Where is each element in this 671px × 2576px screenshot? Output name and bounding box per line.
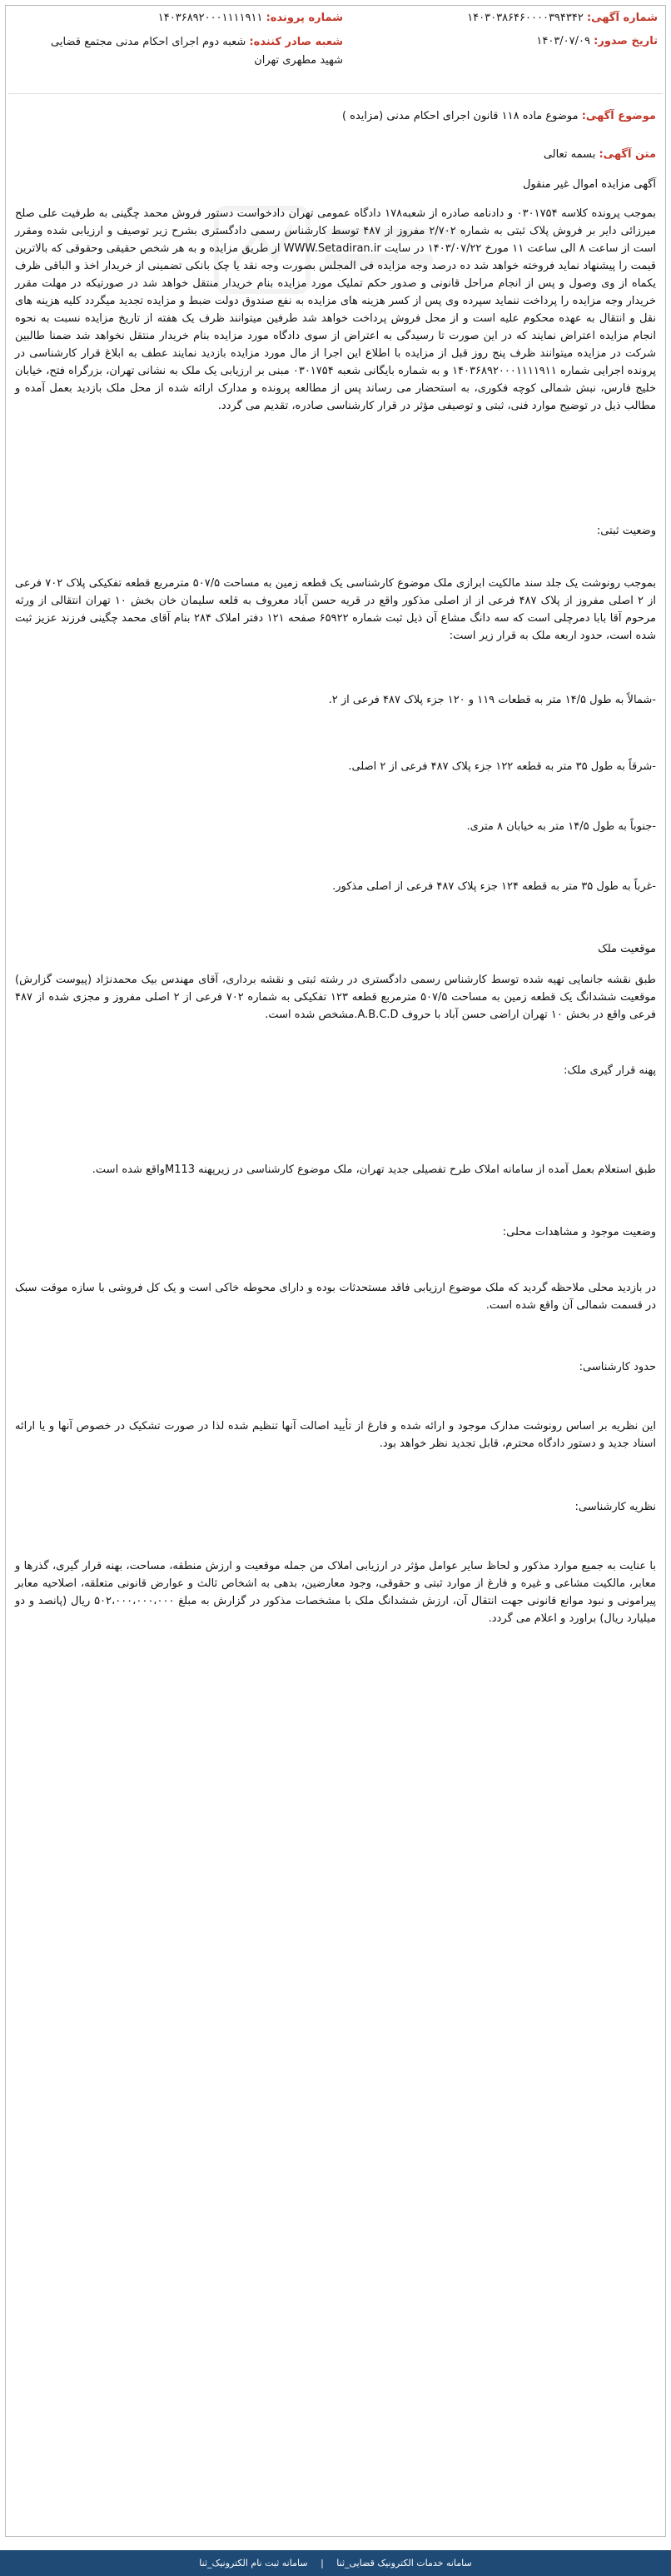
expert-opinion-paragraph: با عنایت به جمیع موارد مذکور و لحاظ سایر عوامل مؤثر در ارزیابی املاک من جمله موقعیت و ارزش منطقه، مساحت، بهنه قرار گیری، گذرها و معابر، مالکیت مشاعی و غیره و فارغ از موارد ثبتی و حقوقی، وجود معارضین، بدهی به اشخاص ثالث و عوارض قانونی متعلقه، اصلاحیه معابر پیرامونی و نبود موانع قانونی جهت انتقال آن، ارزش ششدانگ ملک با مشخصات مذکور در گزارش به مبلغ ۵۰۲،۰۰۰،۰۰۰،۰۰۰ ریال (پانصد و دو میلیارد ریال) براورد و اعلام می گردد.: [15, 1560, 656, 1625]
zoning-paragraph: طبق استعلام بعمل آمده از سامانه املاک طرح تفصیلی جدید تهران، ملک موضوع کارشناسی در زیرپهنه M113واقع شده است.: [92, 1163, 656, 1176]
issue-date-label: تاریخ صدور:: [594, 35, 658, 47]
main-paragraph: بموجب پرونده کلاسه ۰۳۰۱۷۵۴ و دادنامه صادره از شعبه۱۷۸ دادگاه عمومی تهران دادخواست دستور فروش محمد چگینی به طرفیت علی صلح میرزائی دایر بر فروش پلاک ثبتی به شماره ۲/۷۰۲ مفروز از ۴۸۷ توسط کارشناس رسمی دادگستری بشرح زیر توصیف و ارزیابی شده ومقرر است از ساعت ۸ الی ساعت ۱۱ مورخ ۱۴۰۳/۰۷/۲۲ در سایت WWW.Setadiran.ir از طریق مزایده و به هر شخص حقیقی وحقوقی که بالاترین قیمت را پیشنهاد نماید فروخته خواهد شد ده درصد وجه مزایده فی المجلس بصورت وجه نقد یا چک بانکی تضمینی از خریدار اخذ و الباقی ظرف یکماه از وی وصول و پس از انجام مراحل قانونی و صدور حکم تملیک مورد مزایده بنام خریدار منتقل خواهد شد در صورتیکه در مهلت مقرر خریدار وجه مزایده را پرداخت ننماید سپرده وی پس از کسر هزینه های مزایده به نفع صندوق دولت ضبط و مزایده تجدید میگردد کلیه هزینه های نقل و انتقال به عهده محکوم علیه است و از محل فروش پرداخت خواهد شد طرفین میتوانند ظرف یک هفته از تاریخ مزایده نسبت به نحوه انجام مزایده اعتراض نمایند که در این صورت تا رسیدگی به اعتراض از سوی دادگاه مورد مزایده بنام خریدار منتقل نخواهد شد ضمنا طالبین شرکت در مزایده میتوانند ظرف پنج روز قبل از مزایده با اطلاع این اجرا از مال مورد مزایده بازدید نمایند عطف به ابلاغ قرار کارشناسی در پرونده اجرایی شماره ۱۴۰۳۶۸۹۲۰۰۰۱۱۱۱۹۱۱ و به شماره بایگانی شعبه ۰۳۰۱۷۵۴ مبنی بر ارزیابی یک ملک به نشانی تهران، بزرگراه فتح، خیابان خلیج فارس، نبش شمالی کوچه فکوری، به استحضار می رساند پس از مطالعه پرونده و مدارک ارائه شده از محل ملک بازدید بعمل آمده و مطالب ذیل در توضیح موارد فنی، ثبتی و توصیفی مؤثر در قرار کارشناسی صادره، تقدیم می گردد.: [15, 207, 657, 412]
issuing-branch-label: شعبه صادر کننده:: [249, 36, 343, 48]
registration-paragraph: بموجب رونوشت یک جلد سند مالکیت ابرازی ملک موضوع کارشناسی یک قطعه زمین به مساحت ۵۰۷/۵ مترمربع قطعه تفکیکی پلاک ۷۰۲ فرعی از ۲ اصلی مفروز از پلاک ۴۸۷ فرعی از از اصلی مذکور واقع در قریه حسن آباد معروف به قلعه سلیمان خان بخش ۱۰ تهران انتقالی از ورثه مرحوم آقا بابا دمرچلی است که سه دانگ مشاع آن ذیل ثبت شماره ۶۵۹۲۲ صفحه ۱۲۱ دفتر املاک ۲۸۴ بنام آقای محمد چگینی فرزند عزیز ثبت شده است، حدود اربعه ملک به قرار زیر است:: [15, 577, 657, 642]
header-divider: [8, 93, 663, 94]
subject-text: موضوع ماده ۱۱۸ قانون اجرای احکام مدنی (مزایده ): [341, 110, 579, 122]
boundary-north: -شمالاً به طول ۱۴/۵ متر به قطعات ۱۱۹ و ۱۲۰ جزء پلاک ۴۸۷ فرعی از ۲.: [328, 694, 656, 706]
issuing-branch-row: [27, 33, 343, 70]
ad-number-label: شماره آگهی:: [586, 12, 658, 24]
zoning-heading: پهنه قرار گیری ملک:: [564, 1064, 656, 1077]
expert-scope-paragraph: این نظریه بر اساس رونوشت مدارک موجود و ارائه شده و فارغ از تأیید اصالت آنها تنظیم شده لذا در صورت تشکیک در خصوص آنها و یا ارائه اسناد جدید و دستور دادگاه محترم، قابل تجدید نظر خواهد بود.: [15, 1420, 656, 1450]
intro-label: متن آگهی:: [599, 148, 656, 161]
footer-separator: |: [321, 2558, 324, 2569]
boundary-east: -شرقاً به طول ۳۵ متر به قطعه ۱۲۲ جزء پلاک ۴۸۷ فرعی از ۲ اصلی.: [348, 760, 656, 773]
footer-bar: [0, 2550, 671, 2576]
subject-label: موضوع آگهی:: [581, 110, 656, 122]
registration-heading: وضعیت ثبتی:: [596, 525, 656, 537]
boundary-west: -غرباً به طول ۳۵ متر به قطعه ۱۲۴ جزء پلاک ۴۸۷ فرعی از اصلی مذکور.: [332, 880, 656, 893]
expert-scope-heading: حدود کارشناسی:: [579, 1361, 656, 1373]
footer-link-sana-registration[interactable]: سامانه ثبت نام الکترونیک_ثنا: [199, 2558, 308, 2569]
location-heading: موقعیت ملک: [598, 943, 656, 955]
case-number-label: شماره پرونده:: [266, 12, 343, 24]
status-paragraph: در بازدید محلی ملاحظه گردید که ملک موضوع ارزیابی فاقد مستحدثات بوده و دارای محوطه خاکی است و یک کل فروشی با سازه موقت سبک در قسمت شمالی آن واقع شده است.: [15, 1282, 656, 1312]
notice-title: آگهی مزایده اموال غیر منقول: [522, 178, 656, 191]
issuing-branch: شعبه دوم اجرای احکام مدنی مجتمع قضایی شهید مطهری تهران: [51, 36, 343, 67]
subject-row: [15, 108, 656, 125]
issue-date: ۱۴۰۳/۰۷/۰۹: [536, 35, 590, 47]
intro-text: بسمه تعالی: [543, 148, 596, 161]
intro-row: [544, 147, 656, 163]
footer-link-sana-services[interactable]: سامانه خدمات الکترونیک قضایی_ثنا: [336, 2558, 472, 2569]
status-heading: وضعیت موجود و مشاهدات محلی:: [502, 1226, 656, 1238]
header-block: [12, 10, 658, 88]
boundary-south: -جنوباً به طول ۱۴/۵ متر به خیابان ۸ متری.: [466, 820, 656, 833]
location-paragraph: طبق نقشه جانمایی تهیه شده توسط کارشناس رسمی دادگستری در رشته ثبتی و نقشه برداری، آقای مهندس بیک محمدنژاد (پیوست گزارش) موقعیت ششدانگ یک قطعه زمین به مساحت ۵۰۷/۵ مترمربع قطعه ۱۲۳ تفکیکی به شماره ۷۰۲ فرعی از ۲ اصلی مفروز و مجزی شده از ۴۸۷ فرعی واقع در بخش ۱۰ تهران اراضی حسن آباد با حروف A.B.C.D.مشخص شده است.: [15, 974, 656, 1021]
expert-opinion-heading: نظریه کارشناسی:: [574, 1501, 656, 1513]
case-number: ۱۴۰۳۶۸۹۲۰۰۰۱۱۱۱۹۱۱: [157, 12, 263, 24]
ad-number: ۱۴۰۳۰۳۸۶۴۶۰۰۰۰۳۹۴۳۴۲: [467, 12, 584, 24]
